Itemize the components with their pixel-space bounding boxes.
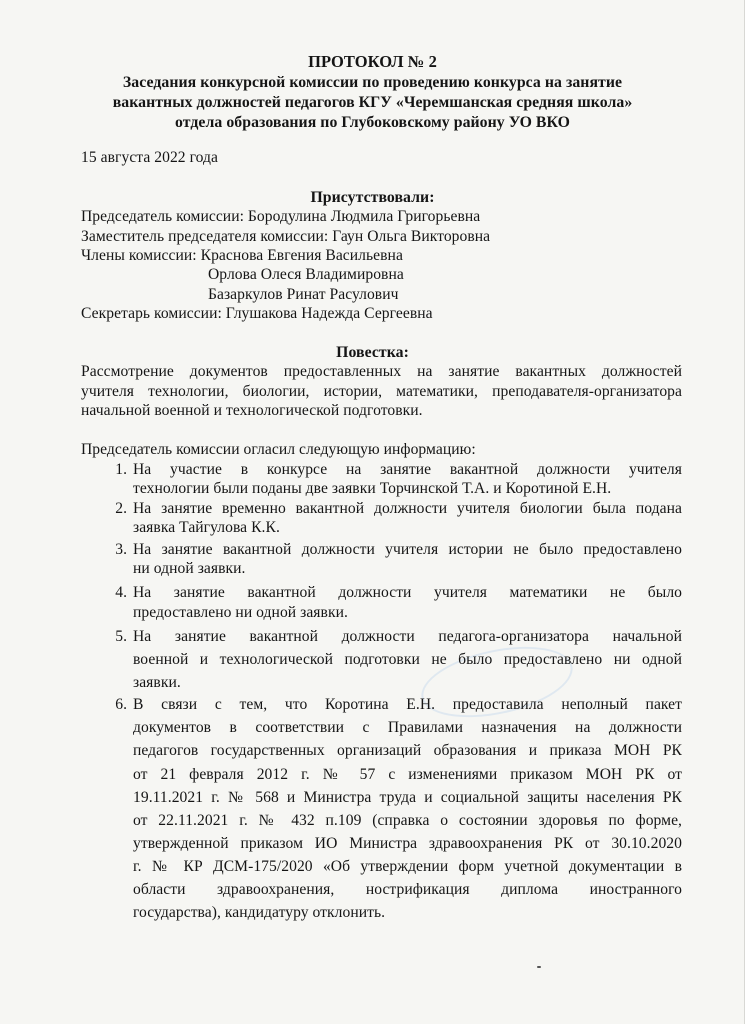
list-item-line: технологии были поданы две заявки Торчинской Т.А. и Коротиной Е.Н.: [133, 480, 612, 497]
members-line: Члены комиссии: Краснова Евгения Васильевна: [81, 247, 403, 264]
list-item-line: На занятие вакантной должности учителя истории не было предоставлено: [133, 541, 682, 558]
member-3-line: Базаркулов Ринат Расулович: [208, 286, 399, 303]
list-item-line: документов в соответствии с Правилами назначения на должности: [133, 719, 682, 736]
list-item-line: заявки.: [133, 674, 181, 691]
agenda-line-1: Рассмотрение документов предоставленных на занятие вакантных должностей: [81, 363, 682, 380]
agenda-heading: Повестка:: [336, 344, 409, 361]
agenda-line-2: учителя технологии, биологии, истории, математики, преподавателя-организатора: [81, 383, 682, 400]
list-item-line: 19.11.2021 г. № 568 и Министра труда и социальной защиты населения РК: [133, 789, 682, 806]
list-item-line: военной и технологической подготовки не было предоставлено ни одной: [133, 651, 682, 668]
deputy-line: Заместитель председателя комиссии: Гаун Ольга Викторовна: [81, 228, 491, 245]
member-2-line: Орлова Олеся Владимировна: [208, 266, 404, 283]
agenda-line-3: начальной военной и технологической подготовки.: [81, 402, 423, 419]
list-item-number: 1.: [115, 461, 127, 478]
scan-speck: [537, 966, 541, 968]
list-item-line: На участие в конкурсе на занятие вакантной должности учителя: [133, 461, 682, 478]
protocol-subtitle-line-2: вакантных должностей педагогов КГУ «Черемшанская средняя школа»: [112, 94, 633, 111]
list-item-line: предоставлено ни одной заявки.: [133, 604, 348, 621]
list-item-line: ни одной заявки.: [133, 560, 246, 577]
meeting-date: 15 августа 2022 года: [81, 149, 219, 166]
faint-stamp: [415, 635, 579, 730]
protocol-title: ПРОТОКОЛ № 2: [308, 52, 437, 71]
attendees-heading: Присутствовали:: [310, 189, 435, 206]
list-item-line: заявка Тайгулова К.К.: [133, 519, 280, 536]
list-item-number: 3.: [115, 541, 127, 558]
list-item-line: На занятие временно вакантной должности учителя биологии была подана: [133, 500, 682, 517]
list-item-number: 6.: [115, 696, 127, 713]
list-item-line: государства), кандидатуру отклонить.: [133, 904, 386, 921]
chair-line: Председатель комиссии: Бородулина Людмила Григорьевна: [81, 208, 481, 225]
protocol-subtitle-line-3: отдела образования по Глубоковскому району УО ВКО: [175, 114, 570, 131]
list-item-line: На занятие вакантной должности педагога-организатора начальной: [133, 628, 682, 645]
secretary-line: Секретарь комиссии: Глушакова Надежда Сергеевна: [81, 305, 433, 322]
list-item-line: области здравоохранения, нострификация диплома иностранного: [133, 881, 682, 898]
list-item-line: утвержденной приказом ИО Министра здравоохранения РК от 30.10.2020: [133, 835, 682, 852]
announcement-intro: Председатель комиссии огласил следующую информацию:: [81, 441, 476, 458]
list-item-line: от 21 февраля 2012 г. № 57 с изменениями приказом МОН РК от: [133, 766, 682, 783]
list-item-number: 5.: [115, 628, 127, 645]
list-item-number: 4.: [115, 584, 127, 601]
list-item-line: педагогов государственных организаций образования и приказа МОН РК: [133, 742, 682, 759]
list-item-line: В связи с тем, что Коротина Е.Н. предоставила неполный пакет: [133, 696, 682, 713]
list-item-line: от 22.11.2021 г. № 432 п.109 (справка о состоянии здоровья по форме,: [133, 812, 682, 829]
list-item-number: 2.: [115, 500, 127, 517]
protocol-subtitle-line-1: Заседания конкурсной комиссии по проведению конкурса на занятие: [122, 74, 623, 91]
list-item-line: г. № КР ДСМ-175/2020 «Об утверждении форм учетной документации в: [133, 858, 682, 875]
list-item-line: На занятие вакантной должности учителя математики не было: [133, 584, 682, 601]
